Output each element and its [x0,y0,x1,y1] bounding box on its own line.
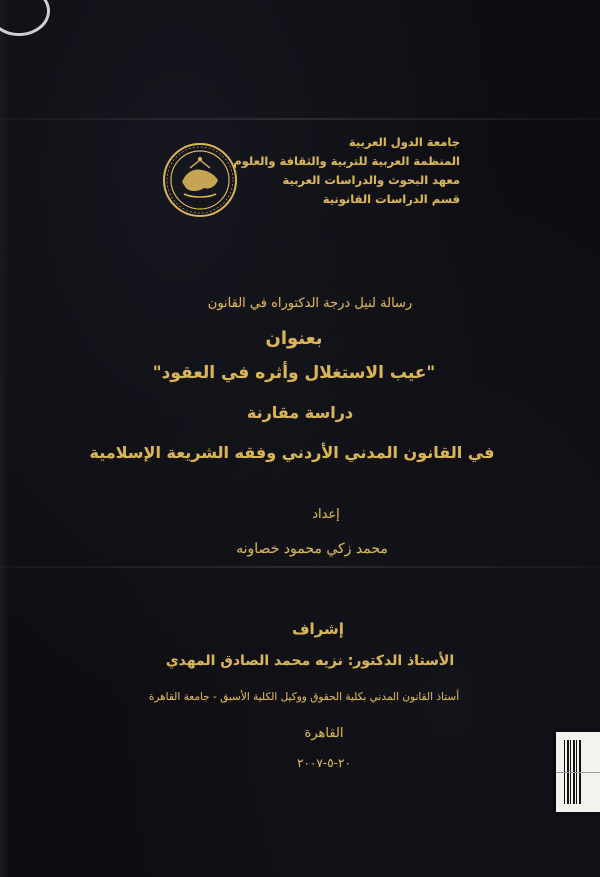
place: القاهرة [304,726,344,741]
thesis-title: "عيب الاستغلال وأثره في العقود" [152,363,436,383]
title-intro: بعنوان [265,328,323,349]
author-name: محمد زكي محمود خصاونه [236,541,388,557]
degree-line: رسالة لنيل درجة الدكتوراه في القانون [207,296,413,311]
date: ٢٠-٥-٢٠٠٧ [297,756,351,770]
prepared-by-label: إعداد [312,507,340,522]
cover-crease [0,566,600,568]
library-barcode-label [556,732,600,812]
alecso-emblem-icon [162,142,238,218]
thesis-subtitle-2: في القانون المدني الأردني وفقه الشريعة الإسلامية [89,443,495,462]
supervisor-title: أستاذ القانون المدني بكلية الحقوق ووكيل الكلية الأسبق - جامعة القاهرة [148,691,460,703]
supervisor-name: الأستاذ الدكتور: نزيه محمد الصادق المهدي [165,653,455,669]
institution-line: المنظمة العربية للتربية والثقافة والعلوم [233,154,460,168]
label-divider [556,772,600,773]
cover-crease [0,118,600,120]
institution-line: معهد البحوث والدراسات العربية [282,173,460,187]
binding-edge [0,0,10,877]
thesis-subtitle: دراسة مقارنة [246,403,354,422]
institution-line: جامعة الدول العربية [348,135,460,149]
institution-line: قسم الدراسات القانونية [322,192,460,206]
binding-ring [0,0,50,36]
supervision-label: إشراف [292,620,344,638]
